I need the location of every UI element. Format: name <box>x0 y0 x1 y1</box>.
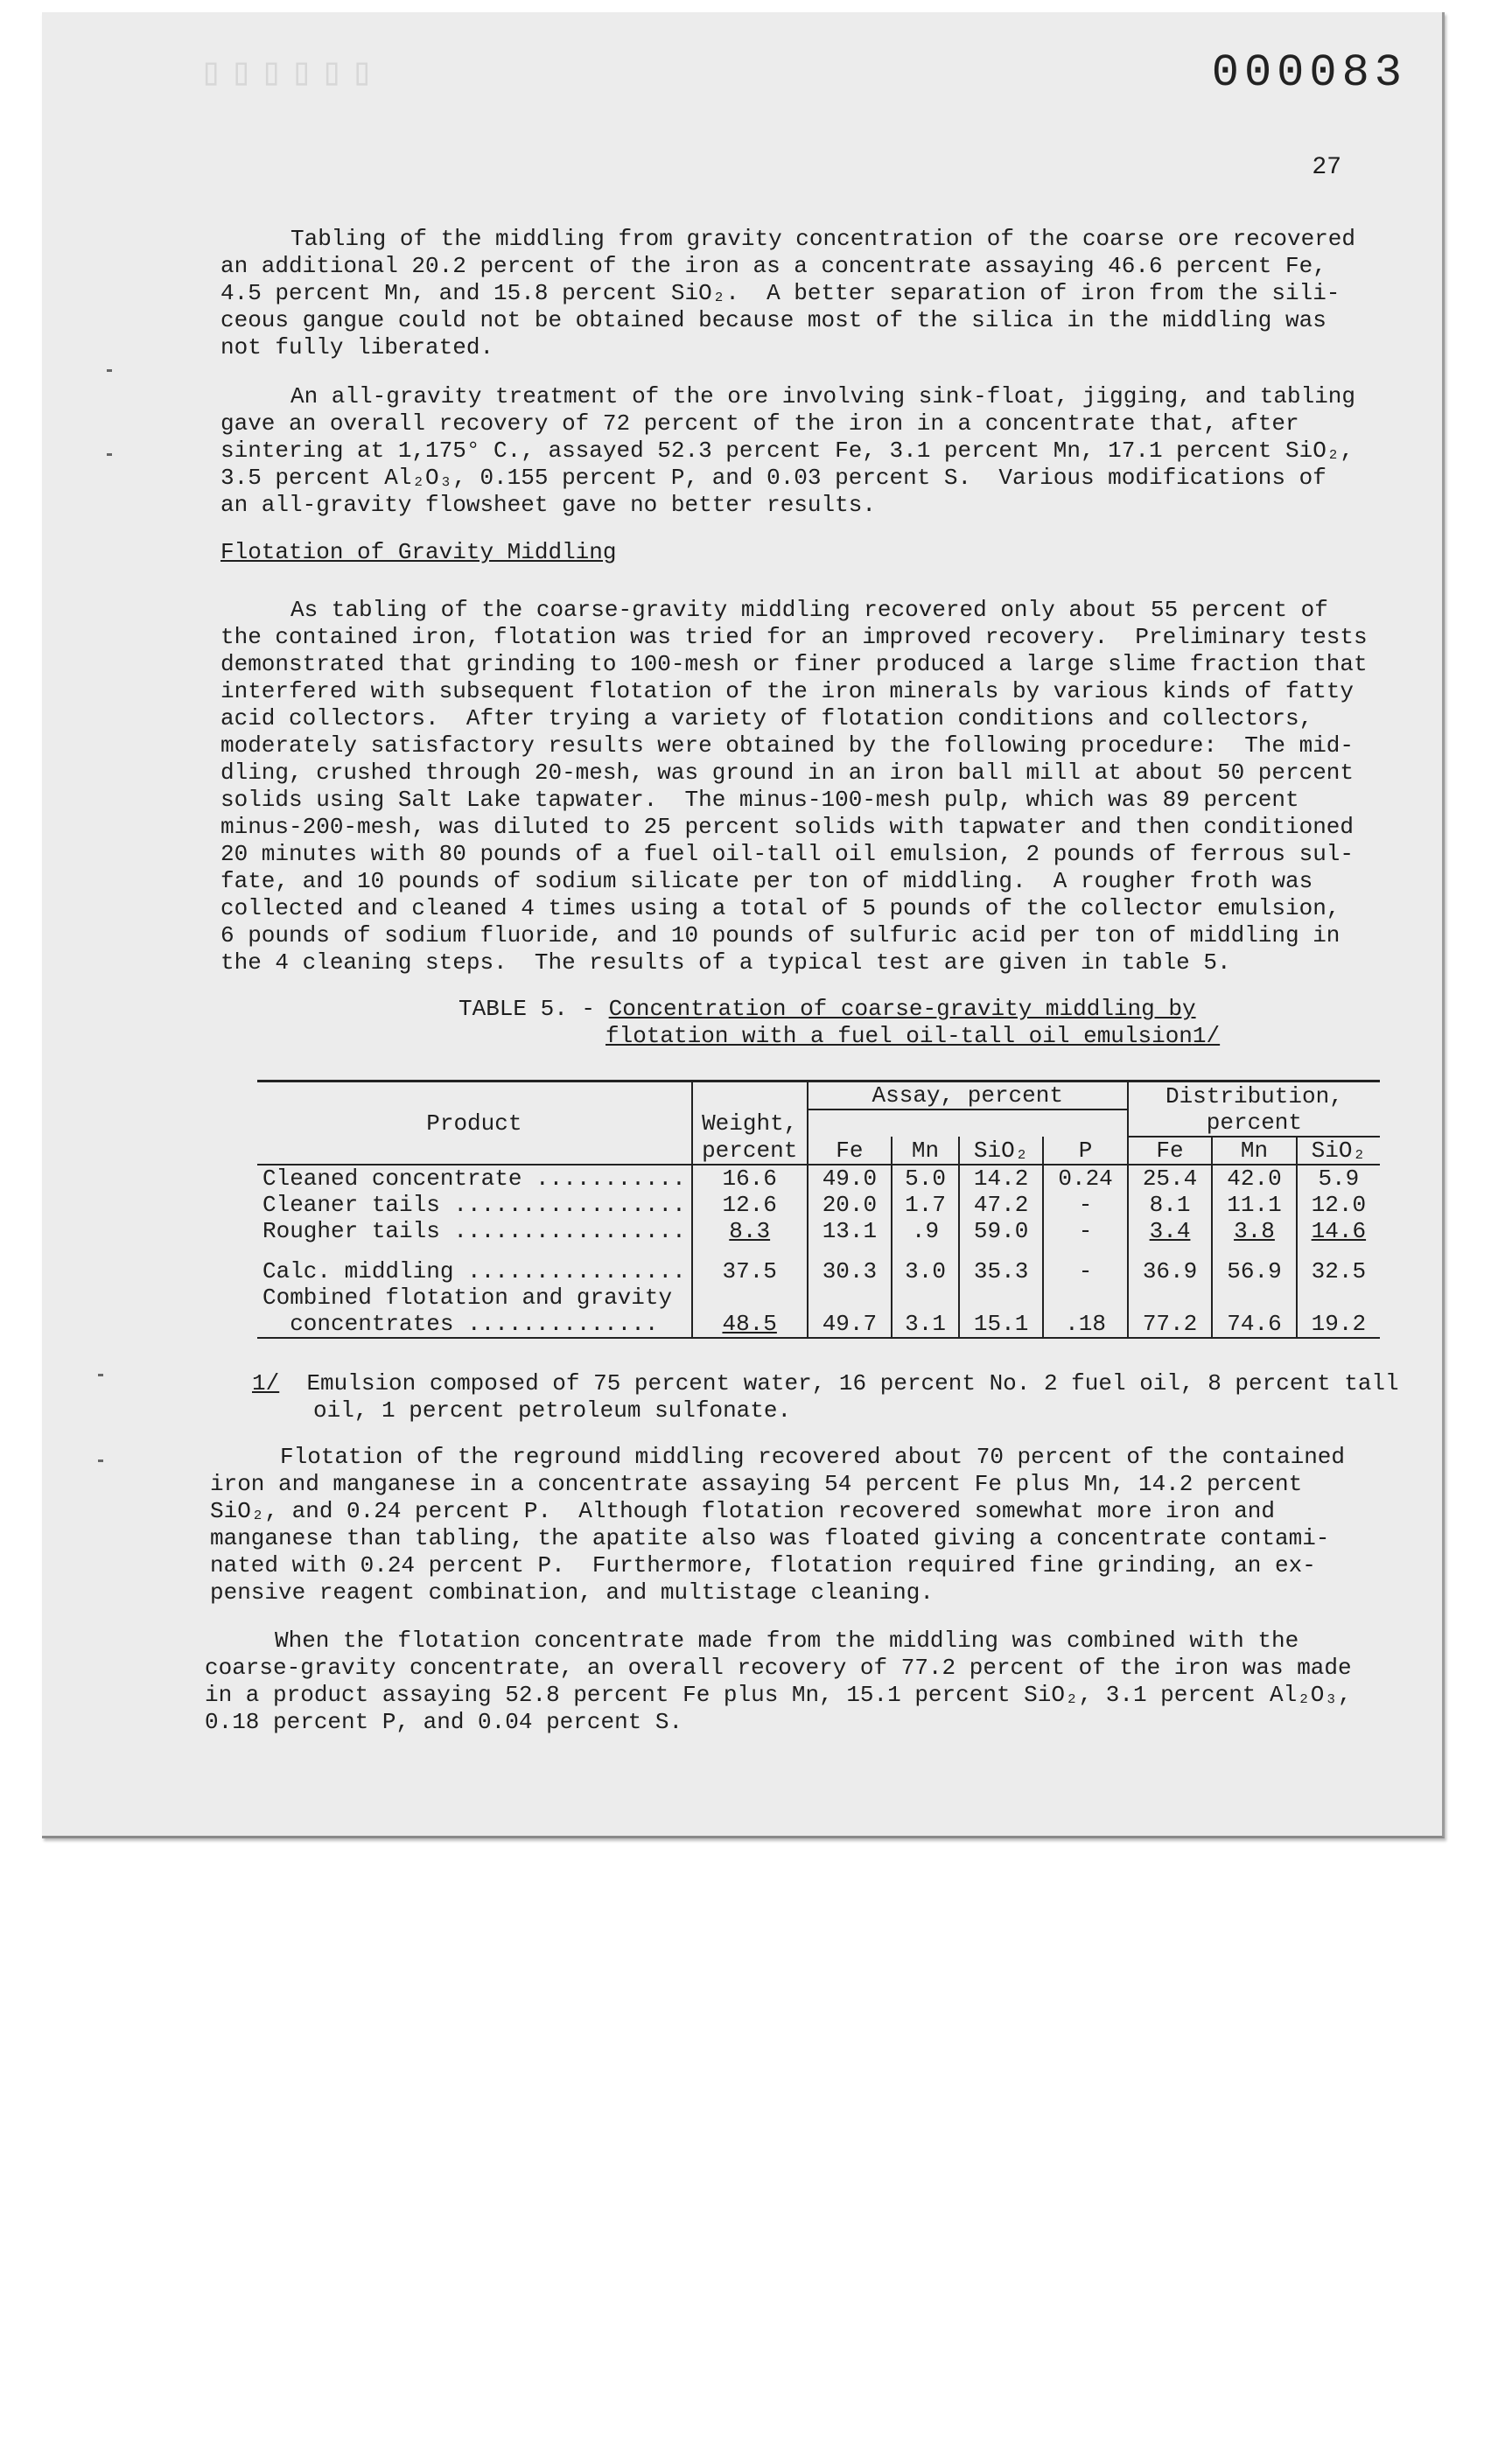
table-title-footnote-mark: 1/ <box>1192 1023 1221 1049</box>
cell-dist-fe: 3.4 <box>1128 1218 1212 1244</box>
table-title-line-2: flotation with a fuel oil-tall oil emulsion <box>606 1023 1193 1049</box>
text-line: an all-gravity flowsheet gave no better results. <box>220 492 876 518</box>
header-assay-p: P <box>1043 1137 1127 1165</box>
cell-weight: 12.6 <box>692 1192 808 1218</box>
cell-mn: 3.1 <box>892 1284 959 1338</box>
cell-sio2: 59.0 <box>959 1218 1043 1244</box>
paragraph-combined <box>205 1628 1360 1736</box>
cell-fe: 20.0 <box>808 1192 892 1218</box>
text-line: solids using Salt Lake tapwater. The minus-100-mesh pulp, which was 89 percent <box>220 787 1299 813</box>
cell-dist-mn: 74.6 <box>1212 1284 1296 1338</box>
cell-dist-mn: 56.9 <box>1212 1244 1296 1284</box>
cell-p: .18 <box>1043 1284 1127 1338</box>
paragraph-reground <box>210 1444 1365 1606</box>
cell-dist-fe: 25.4 <box>1128 1165 1212 1192</box>
cell-fe: 30.3 <box>808 1244 892 1284</box>
page-number: 27 <box>1312 154 1341 181</box>
cell-sio2: 35.3 <box>959 1244 1043 1284</box>
text-line: interfered with subsequent flotation of the iron minerals by various kinds of fatty <box>220 678 1354 704</box>
cell-product-line-2: concentrates .............. <box>262 1311 659 1337</box>
table-row-combined <box>257 1284 1380 1338</box>
header-assay-fe: Fe <box>808 1137 892 1165</box>
cell-dist-fe: 36.9 <box>1128 1244 1212 1284</box>
text-line: manganese than tabling, the apatite also was floated giving a concentrate contami- <box>210 1525 1330 1551</box>
cell-fe: 49.7 <box>808 1284 892 1338</box>
text-line: demonstrated that grinding to 100-mesh or finer produced a large slime fraction that <box>220 651 1368 677</box>
cell-p: 0.24 <box>1043 1165 1127 1192</box>
text-line: 0.18 percent P, and 0.04 percent S. <box>205 1709 683 1735</box>
text-line: 6 pounds of sodium fluoride, and 10 pounds of sulfuric acid per ton of middling in <box>220 922 1340 948</box>
text-line: iron and manganese in a concentrate assaying 54 percent Fe plus Mn, 14.2 percent <box>210 1471 1303 1497</box>
paragraph-all-gravity <box>220 383 1376 519</box>
cell-dist-fe: 77.2 <box>1128 1284 1212 1338</box>
text-line: pensive reagent combination, and multistage cleaning. <box>210 1579 934 1606</box>
margin-mark <box>98 1460 103 1462</box>
cell-product: Calc. middling ................ <box>262 1258 686 1284</box>
footnote-mark: 1/ <box>252 1370 280 1396</box>
cell-weight: 48.5 <box>692 1284 808 1338</box>
cell-dist-fe: 8.1 <box>1128 1192 1212 1218</box>
text-line: fate, and 10 pounds of sodium silicate per ton of middling. A rougher froth was <box>220 868 1313 894</box>
table-row <box>257 1218 1380 1244</box>
text-line: ceous gangue could not be obtained because most of the silica in the middling was <box>220 307 1326 333</box>
cell-fe: 49.0 <box>808 1165 892 1192</box>
text-line: Flotation of the reground middling recovered about 70 percent of the contained <box>280 1444 1345 1470</box>
cell-product: Cleaned concentrate ........... <box>262 1166 686 1192</box>
header-distribution-unit: percent <box>1128 1110 1380 1137</box>
cell-product-line-1: Combined flotation and gravity <box>262 1284 673 1311</box>
cell-product: Rougher tails ................. <box>262 1218 686 1244</box>
header-assay-mn: Mn <box>892 1137 959 1165</box>
cell-sio2: 47.2 <box>959 1192 1043 1218</box>
header-dist-mn: Mn <box>1212 1137 1296 1165</box>
cell-sio2: 14.2 <box>959 1165 1043 1192</box>
paragraph-tabling <box>220 226 1376 361</box>
text-line: SiO₂, and 0.24 percent P. Although flotation recovered somewhat more iron and <box>210 1498 1275 1524</box>
text-line: An all-gravity treatment of the ore involving sink-float, jigging, and tabling <box>290 383 1355 410</box>
text-line: acid collectors. After trying a variety of flotation conditions and collectors, <box>220 705 1313 732</box>
text-line: sintering at 1,175° C., assayed 52.3 percent Fe, 3.1 percent Mn, 17.1 percent SiO₂, <box>220 438 1354 464</box>
footnote-line-2: oil, 1 percent petroleum sulfonate. <box>313 1397 792 1424</box>
cell-p: - <box>1043 1218 1127 1244</box>
cell-fe: 13.1 <box>808 1218 892 1244</box>
cell-dist-sio2: 32.5 <box>1297 1244 1380 1284</box>
text-line: minus-200-mesh, was diluted to 25 percent solids with tapwater and then conditioned <box>220 814 1354 840</box>
faded-stamp-mark: ▯▯▯▯▯▯ <box>200 52 381 96</box>
text-line: nated with 0.24 percent P. Furthermore, flotation required fine grinding, an ex- <box>210 1552 1316 1578</box>
text-line: 3.5 percent Al₂O₃, 0.155 percent P, and 0.03 percent S. Various modifications of <box>220 465 1326 491</box>
document-page <box>42 12 1445 1838</box>
section-heading: Flotation of Gravity Middling <box>220 539 617 565</box>
results-table <box>257 1080 1380 1339</box>
text-line: moderately satisfactory results were obtained by the following procedure: The mid- <box>220 732 1354 759</box>
cell-p: - <box>1043 1192 1127 1218</box>
cell-mn: 1.7 <box>892 1192 959 1218</box>
header-weight-unit: percent <box>692 1137 808 1165</box>
cell-dist-mn: 11.1 <box>1212 1192 1296 1218</box>
margin-mark <box>107 453 112 456</box>
cell-dist-sio2: 5.9 <box>1297 1165 1380 1192</box>
header-assay: Assay, percent <box>808 1082 1128 1110</box>
text-line: As tabling of the coarse-gravity middling recovered only about 55 percent of <box>290 597 1328 623</box>
header-weight: Weight, <box>692 1082 808 1138</box>
margin-mark <box>107 369 112 372</box>
header-product: Product <box>257 1082 692 1166</box>
text-line: not fully liberated. <box>220 334 494 360</box>
cell-p: - <box>1043 1244 1127 1284</box>
text-line: Tabling of the middling from gravity concentration of the coarse ore recovered <box>290 226 1355 252</box>
cell-dist-sio2: 14.6 <box>1297 1218 1380 1244</box>
cell-weight: 8.3 <box>692 1218 808 1244</box>
cell-mn: 5.0 <box>892 1165 959 1192</box>
cell-product: Cleaner tails ................. <box>262 1192 686 1218</box>
header-assay-sio2: SiO₂ <box>959 1137 1043 1165</box>
text-line: the 4 cleaning steps. The results of a typical test are given in table 5. <box>220 949 1231 976</box>
table-title-second <box>606 1023 1220 1050</box>
table-footnote <box>252 1370 1399 1424</box>
text-line: 4.5 percent Mn, and 15.8 percent SiO₂. A better separation of iron from the sili- <box>220 280 1340 306</box>
text-line: collected and cleaned 4 times using a total of 5 pounds of the collector emulsion, <box>220 895 1340 921</box>
text-line: an additional 20.2 percent of the iron as a concentrate assaying 46.6 percent Fe, <box>220 253 1326 279</box>
cell-mn: .9 <box>892 1218 959 1244</box>
margin-mark <box>98 1374 103 1376</box>
table-row <box>257 1192 1380 1218</box>
cell-dist-sio2: 12.0 <box>1297 1192 1380 1218</box>
cell-dist-sio2: 19.2 <box>1297 1284 1380 1338</box>
text-line: the contained iron, flotation was tried for an improved recovery. Preliminary tests <box>220 624 1368 650</box>
cell-dist-mn: 3.8 <box>1212 1218 1296 1244</box>
cell-dist-mn: 42.0 <box>1212 1165 1296 1192</box>
table-label: TABLE 5. - <box>458 996 609 1022</box>
text-line: dling, crushed through 20-mesh, was ground in an iron ball mill at about 50 percent <box>220 760 1354 786</box>
text-line: gave an overall recovery of 72 percent of the iron in a concentrate that, after <box>220 410 1299 437</box>
header-distribution: Distribution, <box>1128 1082 1380 1110</box>
cell-mn: 3.0 <box>892 1244 959 1284</box>
table-title-line-1: Concentration of coarse-gravity middling by <box>608 996 1196 1022</box>
text-line: 20 minutes with 80 pounds of a fuel oil-tall oil emulsion, 2 pounds of ferrous sul- <box>220 841 1354 867</box>
header-dist-fe: Fe <box>1128 1137 1212 1165</box>
text-line: When the flotation concentrate made from the middling was combined with the <box>275 1628 1299 1654</box>
table-row <box>257 1244 1380 1284</box>
cell-weight: 37.5 <box>692 1244 808 1284</box>
cell-weight: 16.6 <box>692 1165 808 1192</box>
cell-product <box>257 1284 692 1338</box>
table-title <box>458 996 1196 1023</box>
cell-sio2: 15.1 <box>959 1284 1043 1338</box>
text-line: in a product assaying 52.8 percent Fe plus Mn, 15.1 percent SiO₂, 3.1 percent Al₂O₃, <box>205 1682 1352 1708</box>
table-row <box>257 1165 1380 1192</box>
document-number: 000083 <box>1211 47 1407 99</box>
paragraph-flotation <box>220 597 1376 976</box>
footnote-line-1: Emulsion composed of 75 percent water, 16 percent No. 2 fuel oil, 8 percent tall <box>306 1370 1399 1396</box>
text-line: coarse-gravity concentrate, an overall recovery of 77.2 percent of the iron was made <box>205 1655 1352 1681</box>
header-dist-sio2: SiO₂ <box>1297 1137 1380 1165</box>
